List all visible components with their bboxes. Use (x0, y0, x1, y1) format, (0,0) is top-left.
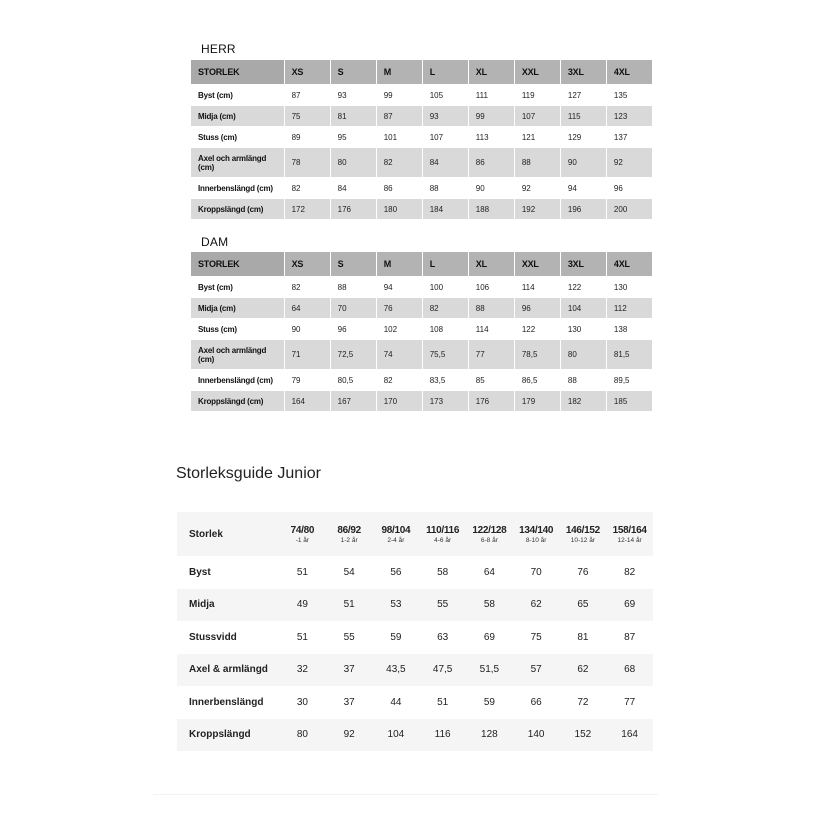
measurement-value: 32 (279, 654, 326, 687)
measurement-value: 78,5 (514, 340, 560, 370)
age-label: 8-10 år (525, 536, 547, 544)
measurement-value: 96 (330, 319, 376, 340)
size-header-cell: XXL (514, 252, 560, 277)
measurement-value: 54 (343, 566, 355, 578)
measurement-value: 196 (560, 199, 606, 220)
measurement-value: 49 (279, 589, 326, 622)
measurement-value: 89,5 (606, 370, 652, 391)
measurement-label: Innerbenslängd (189, 696, 264, 708)
size-header-cell: S (330, 252, 376, 277)
measurement-value: 82 (284, 277, 330, 298)
measurement-value: 74 (376, 340, 422, 370)
size-header-cell: 3XL (560, 60, 606, 85)
size-header-cell (419, 512, 466, 556)
size-header-cell: XXL (514, 60, 560, 85)
measurement-value: 66 (530, 696, 542, 708)
measurement-value: 179 (514, 391, 560, 412)
measurement-value: 188 (468, 199, 514, 220)
measurement-value: 77 (468, 340, 514, 370)
size-label: 134/140 (519, 524, 554, 536)
size-header-cell: 4XL (606, 252, 652, 277)
measurement-value: 92 (326, 719, 373, 752)
measurement-value: 63 (437, 631, 449, 643)
measurement-row (191, 199, 653, 220)
measurement-row (191, 298, 653, 319)
measurement-value: 99 (468, 106, 514, 127)
size-header-cell (560, 512, 607, 556)
measurement-value: 86 (468, 148, 514, 178)
measurement-value: 138 (606, 319, 652, 340)
measurement-label: Byst (cm) (191, 277, 284, 298)
junior-size-table (177, 512, 653, 751)
measurement-value: 58 (466, 589, 513, 622)
measurement-value: 80 (279, 719, 326, 752)
size-header-cell: XL (468, 60, 514, 85)
measurement-value: 88 (330, 277, 376, 298)
size-header-cell: S (330, 60, 376, 85)
measurement-value: 69 (606, 589, 653, 622)
measurement-value: 104 (373, 719, 420, 752)
measurement-value: 167 (330, 391, 376, 412)
measurement-row (177, 589, 653, 622)
measurement-value: 64 (483, 566, 495, 578)
size-header-cell (466, 512, 513, 556)
measurement-value: 107 (422, 127, 468, 148)
measurement-value: 96 (606, 178, 652, 199)
measurement-label: Axel och armlängd (cm) (191, 148, 284, 178)
measurement-value: 94 (376, 277, 422, 298)
measurement-value: 116 (419, 719, 466, 752)
measurement-label: Byst (189, 566, 211, 578)
measurement-value: 71 (284, 340, 330, 370)
measurement-value: 84 (330, 178, 376, 199)
size-header-cell: 3XL (560, 252, 606, 277)
measurement-value: 152 (560, 719, 607, 752)
measurement-value: 123 (606, 106, 652, 127)
measurement-value: 72 (577, 696, 589, 708)
measurement-label: Midja (177, 589, 279, 622)
measurement-label: Midja (cm) (191, 106, 284, 127)
measurement-row (191, 148, 653, 178)
size-header-cell (373, 512, 420, 556)
measurement-value: 75 (284, 106, 330, 127)
measurement-value: 180 (376, 199, 422, 220)
size-header-cell: M (376, 60, 422, 85)
measurement-value: 105 (422, 85, 468, 106)
herr-title: HERR (201, 42, 236, 56)
size-column-header: STORLEK (191, 252, 284, 277)
measurement-label: Midja (cm) (191, 298, 284, 319)
measurement-value: 96 (514, 298, 560, 319)
measurement-value: 106 (468, 277, 514, 298)
size-label: 86/92 (337, 524, 361, 536)
measurement-value: 113 (468, 127, 514, 148)
measurement-value: 88 (422, 178, 468, 199)
measurement-row (191, 277, 653, 298)
measurement-value: 51,5 (466, 654, 513, 687)
measurement-row (191, 340, 653, 370)
measurement-row (191, 391, 653, 412)
measurement-value: 172 (284, 199, 330, 220)
measurement-value: 64 (284, 298, 330, 319)
measurement-value: 87 (624, 631, 636, 643)
measurement-value: 101 (376, 127, 422, 148)
measurement-value: 87 (284, 85, 330, 106)
measurement-value: 122 (514, 319, 560, 340)
measurement-value: 102 (376, 319, 422, 340)
measurement-value: 87 (376, 106, 422, 127)
measurement-value: 75 (530, 631, 542, 643)
size-column-header: Storlek (177, 512, 279, 556)
measurement-row (177, 719, 653, 752)
measurement-value: 176 (330, 199, 376, 220)
measurement-row (191, 319, 653, 340)
measurement-value: 89 (284, 127, 330, 148)
size-header-cell: XS (284, 252, 330, 277)
measurement-value: 81,5 (606, 340, 652, 370)
measurement-value: 37 (343, 696, 355, 708)
measurement-value: 93 (422, 106, 468, 127)
junior-title: Storleksguide Junior (176, 465, 321, 482)
measurement-label: Stuss (cm) (191, 127, 284, 148)
measurement-value: 129 (560, 127, 606, 148)
measurement-value: 78 (284, 148, 330, 178)
measurement-value: 82 (284, 178, 330, 199)
size-label: 158/164 (612, 524, 647, 536)
measurement-value: 37 (326, 654, 373, 687)
measurement-value: 192 (514, 199, 560, 220)
measurement-value: 182 (560, 391, 606, 412)
size-header-cell: XL (468, 252, 514, 277)
measurement-label: Kroppslängd (cm) (191, 199, 284, 220)
header-row (191, 252, 653, 277)
measurement-value: 85 (468, 370, 514, 391)
measurement-row (177, 556, 653, 589)
measurement-value: 82 (376, 370, 422, 391)
measurement-value: 58 (437, 566, 449, 578)
measurement-value: 44 (390, 696, 402, 708)
measurement-label: Stussvidd (189, 631, 237, 643)
measurement-value: 76 (376, 298, 422, 319)
measurement-row (191, 178, 653, 199)
measurement-value: 173 (422, 391, 468, 412)
divider (153, 794, 658, 795)
measurement-value: 83,5 (422, 370, 468, 391)
size-label: 98/104 (381, 524, 411, 536)
measurement-value: 88 (560, 370, 606, 391)
measurement-value: 107 (514, 106, 560, 127)
measurement-value: 80,5 (330, 370, 376, 391)
measurement-value: 122 (560, 277, 606, 298)
measurement-value: 53 (373, 589, 420, 622)
size-label: 122/128 (472, 524, 507, 536)
measurement-value: 30 (296, 696, 308, 708)
measurement-value: 86 (376, 178, 422, 199)
measurement-label: Axel & armlängd (177, 654, 279, 687)
measurement-value: 104 (560, 298, 606, 319)
size-header-cell: XS (284, 60, 330, 85)
measurement-value: 62 (560, 654, 607, 687)
age-label: 10-12 år (570, 536, 595, 544)
measurement-value: 112 (606, 298, 652, 319)
measurement-value: 130 (560, 319, 606, 340)
size-header-cell (279, 512, 326, 556)
measurement-label: Axel och armlängd (cm) (191, 340, 284, 370)
measurement-row (177, 686, 653, 719)
size-header-cell: 4XL (606, 60, 652, 85)
measurement-value: 59 (483, 696, 495, 708)
measurement-row (177, 621, 653, 654)
measurement-value: 115 (560, 106, 606, 127)
measurement-row (191, 370, 653, 391)
measurement-value: 90 (468, 178, 514, 199)
measurement-value: 130 (606, 277, 652, 298)
measurement-value: 56 (390, 566, 402, 578)
age-label: 4-6 år (434, 536, 452, 544)
measurement-value: 88 (468, 298, 514, 319)
measurement-value: 51 (296, 566, 308, 578)
measurement-value: 121 (514, 127, 560, 148)
age-label: -1 år (295, 536, 310, 544)
measurement-label: Byst (cm) (191, 85, 284, 106)
measurement-label: Innerbenslängd (cm) (191, 370, 284, 391)
measurement-value: 119 (514, 85, 560, 106)
size-header-cell: L (422, 252, 468, 277)
measurement-label: Innerbenslängd (cm) (191, 178, 284, 199)
measurement-value: 43,5 (373, 654, 420, 687)
measurement-value: 82 (624, 566, 636, 578)
herr-size-table (191, 60, 653, 220)
measurement-value: 59 (390, 631, 402, 643)
measurement-value: 68 (606, 654, 653, 687)
header-row (191, 60, 653, 85)
measurement-value: 90 (560, 148, 606, 178)
measurement-value: 164 (284, 391, 330, 412)
measurement-label: Kroppslängd (177, 719, 279, 752)
measurement-value: 70 (330, 298, 376, 319)
age-label: 6-8 år (480, 536, 498, 544)
measurement-value: 90 (284, 319, 330, 340)
measurement-value: 55 (343, 631, 355, 643)
measurement-value: 57 (513, 654, 560, 687)
measurement-value: 176 (468, 391, 514, 412)
measurement-row (191, 85, 653, 106)
measurement-value: 62 (513, 589, 560, 622)
measurement-value: 84 (422, 148, 468, 178)
measurement-row (191, 127, 653, 148)
measurement-value: 82 (376, 148, 422, 178)
measurement-value: 114 (514, 277, 560, 298)
measurement-value: 137 (606, 127, 652, 148)
measurement-value: 79 (284, 370, 330, 391)
size-label: 110/116 (426, 524, 460, 536)
measurement-value: 51 (437, 696, 449, 708)
measurement-label: Stuss (cm) (191, 319, 284, 340)
measurement-value: 92 (606, 148, 652, 178)
measurement-value: 93 (330, 85, 376, 106)
size-header-cell: M (376, 252, 422, 277)
measurement-value: 51 (296, 631, 308, 643)
measurement-value: 76 (577, 566, 589, 578)
size-label: 74/80 (290, 524, 315, 536)
measurement-value: 92 (514, 178, 560, 199)
measurement-value: 82 (422, 298, 468, 319)
measurement-value: 100 (422, 277, 468, 298)
measurement-value: 128 (466, 719, 513, 752)
measurement-value: 65 (560, 589, 607, 622)
age-label: 12-14 år (617, 536, 642, 544)
measurement-value: 70 (530, 566, 542, 578)
size-column-header: STORLEK (191, 60, 284, 85)
measurement-value: 164 (606, 719, 653, 752)
measurement-value: 80 (330, 148, 376, 178)
size-header-cell (606, 512, 653, 556)
measurement-value: 88 (514, 148, 560, 178)
measurement-value: 184 (422, 199, 468, 220)
measurement-value: 69 (483, 631, 495, 643)
measurement-value: 55 (419, 589, 466, 622)
age-label: 2-4 år (387, 536, 405, 544)
measurement-value: 200 (606, 199, 652, 220)
size-label: 146/152 (565, 524, 600, 536)
measurement-value: 94 (560, 178, 606, 199)
measurement-row (177, 654, 653, 687)
measurement-value: 140 (513, 719, 560, 752)
measurement-value: 185 (606, 391, 652, 412)
measurement-value: 77 (624, 696, 636, 708)
measurement-value: 127 (560, 85, 606, 106)
size-header-cell (326, 512, 373, 556)
size-header-cell: L (422, 60, 468, 85)
measurement-value: 135 (606, 85, 652, 106)
measurement-value: 95 (330, 127, 376, 148)
measurement-value: 47,5 (419, 654, 466, 687)
measurement-value: 81 (330, 106, 376, 127)
size-header-cell (513, 512, 560, 556)
measurement-row (191, 106, 653, 127)
age-label: 1-2 år (340, 536, 358, 544)
measurement-value: 86,5 (514, 370, 560, 391)
measurement-value: 72,5 (330, 340, 376, 370)
measurement-value: 114 (468, 319, 514, 340)
measurement-value: 111 (468, 85, 514, 106)
dam-title: DAM (201, 235, 229, 249)
header-row (177, 512, 653, 556)
measurement-value: 81 (577, 631, 589, 643)
measurement-value: 99 (376, 85, 422, 106)
measurement-value: 75,5 (422, 340, 468, 370)
dam-size-table (191, 252, 653, 412)
measurement-value: 170 (376, 391, 422, 412)
measurement-value: 80 (560, 340, 606, 370)
measurement-label: Kroppslängd (cm) (191, 391, 284, 412)
measurement-value: 51 (326, 589, 373, 622)
measurement-value: 108 (422, 319, 468, 340)
